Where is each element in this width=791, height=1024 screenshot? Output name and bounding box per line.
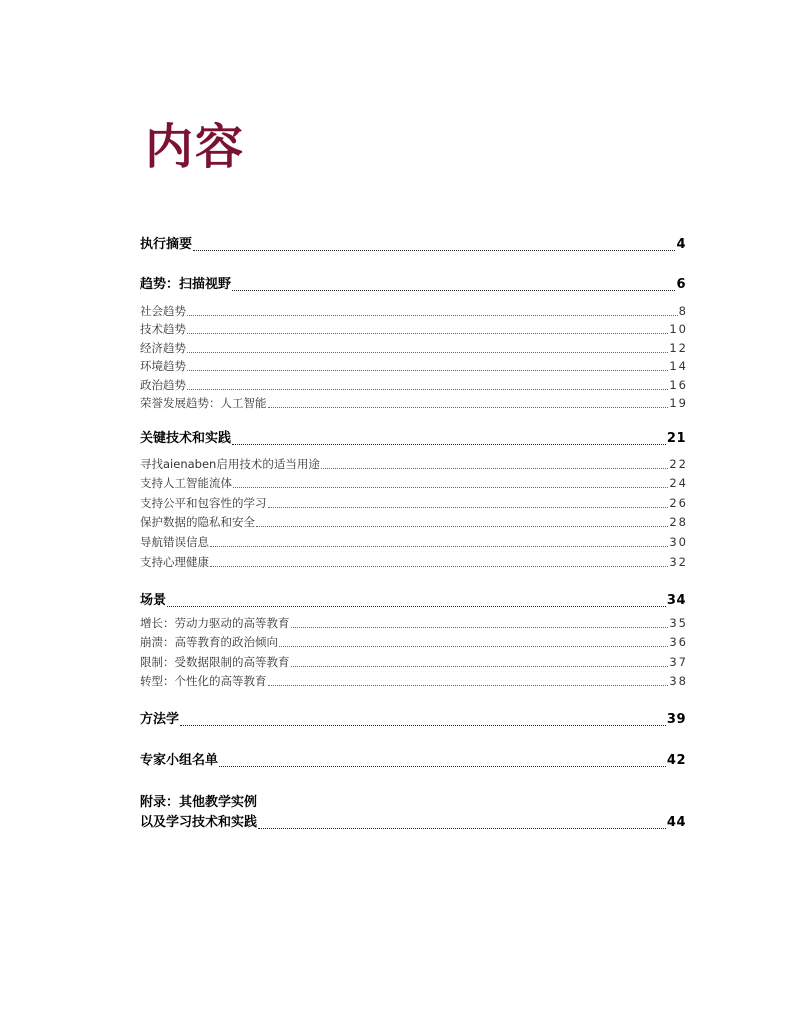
toc-entry-title: 支持公平和包容性的学习 xyxy=(140,496,267,510)
toc-entry-page: 26 xyxy=(669,496,688,510)
dot-leader xyxy=(279,645,668,647)
toc-entry-title: 保护数据的隐私和安全 xyxy=(140,515,255,529)
dot-leader xyxy=(233,486,668,488)
toc-entry-minor[interactable] xyxy=(140,475,686,491)
dot-leader xyxy=(167,605,666,607)
dot-leader xyxy=(268,406,669,408)
toc-entry-title: 场景 xyxy=(140,593,167,608)
toc-entry-minor[interactable] xyxy=(140,654,686,670)
toc-entry-minor[interactable] xyxy=(140,495,686,511)
toc-entry-page: 28 xyxy=(669,515,688,529)
toc-entry-title: 支持人工智能流体 xyxy=(140,476,232,490)
dot-leader xyxy=(180,724,666,726)
toc-entry-title: 趋势：扫描视野 xyxy=(140,277,232,292)
dot-leader xyxy=(187,332,668,334)
toc-entry-title: 技术趋势 xyxy=(140,322,186,336)
toc-entry-minor[interactable] xyxy=(140,514,686,530)
toc-entry-title-line1: 附录：其他教学实例 xyxy=(140,795,258,810)
toc-entry-page: 19 xyxy=(669,396,688,410)
dot-leader xyxy=(232,289,675,291)
toc-entry-page: 42 xyxy=(666,753,686,768)
dot-leader xyxy=(232,443,666,445)
toc-entry-page: 12 xyxy=(669,341,688,355)
toc-entry-page: 36 xyxy=(669,635,688,649)
toc-entry-page: 4 xyxy=(676,237,686,252)
toc-entry-title: 崩溃：高等教育的政治倾向 xyxy=(140,635,278,649)
dot-leader xyxy=(210,565,668,567)
dot-leader xyxy=(291,626,669,628)
toc-entry-major[interactable] xyxy=(140,430,686,448)
toc-entry-page: 37 xyxy=(669,655,688,669)
toc-entry-page: 8 xyxy=(678,304,688,318)
toc-entry-title: 方法学 xyxy=(140,712,180,727)
toc-entry-title: 专家小组名单 xyxy=(140,753,219,768)
toc-entry-title: 导航错误信息 xyxy=(140,535,209,549)
dot-leader xyxy=(258,827,666,829)
toc-entry-minor[interactable] xyxy=(140,673,686,689)
toc-entry-page: 16 xyxy=(669,378,688,392)
toc-entry-title: 寻找aienaben启用技术的适当用途 xyxy=(140,457,320,471)
toc-entry-major[interactable] xyxy=(140,236,686,254)
toc-entry-page: 6 xyxy=(676,277,686,292)
toc-entry-minor[interactable] xyxy=(140,340,686,356)
toc-entry-page: 30 xyxy=(669,535,688,549)
toc-entry-minor[interactable] xyxy=(140,303,686,319)
toc-entry-minor[interactable] xyxy=(140,395,686,411)
toc-entry-title: 荣誉发展趋势：人工智能 xyxy=(140,396,267,410)
toc-entry-minor[interactable] xyxy=(140,534,686,550)
toc-entry-minor[interactable] xyxy=(140,634,686,650)
toc-entry-line2 xyxy=(140,814,686,832)
page-title: 内容 xyxy=(145,119,246,175)
toc-entry-minor[interactable] xyxy=(140,377,686,393)
dot-leader xyxy=(187,314,678,316)
toc-entry-title: 转型：个性化的高等教育 xyxy=(140,674,267,688)
toc-entry-page: 38 xyxy=(669,674,688,688)
toc-entry-title: 环境趋势 xyxy=(140,359,186,373)
dot-leader xyxy=(321,467,669,469)
toc-entry-title: 执行摘要 xyxy=(140,237,193,252)
toc-entry-page: 22 xyxy=(669,457,688,471)
dot-leader xyxy=(187,351,668,353)
toc-entry-minor[interactable] xyxy=(140,615,686,631)
toc-entry-major[interactable] xyxy=(140,276,686,294)
toc-entry-page: 32 xyxy=(669,555,688,569)
toc-entry-page: 35 xyxy=(669,616,688,630)
dot-leader xyxy=(256,525,668,527)
toc-entry-title-line2: 以及学习技术和实践 xyxy=(140,815,258,830)
dot-leader xyxy=(219,765,666,767)
dot-leader xyxy=(210,545,668,547)
toc-entry-major[interactable] xyxy=(140,592,686,610)
toc-entry-page: 44 xyxy=(666,815,686,830)
dot-leader xyxy=(268,684,669,686)
toc-entry-minor[interactable] xyxy=(140,456,686,472)
toc-entry-page: 39 xyxy=(666,712,686,727)
toc-entry-page: 24 xyxy=(669,476,688,490)
toc-entry-major[interactable] xyxy=(140,711,686,729)
dot-leader xyxy=(268,506,669,508)
dot-leader xyxy=(291,665,669,667)
dot-leader xyxy=(187,369,668,371)
toc-entry-page: 14 xyxy=(669,359,688,373)
toc-entry-title: 支持心理健康 xyxy=(140,555,209,569)
toc-entry-page: 34 xyxy=(666,593,686,608)
toc-entry-minor[interactable] xyxy=(140,554,686,570)
toc-entry-title: 增长：劳动力驱动的高等教育 xyxy=(140,616,290,630)
toc-entry-title: 经济趋势 xyxy=(140,341,186,355)
toc-entry-minor[interactable] xyxy=(140,321,686,337)
toc-entry-minor[interactable] xyxy=(140,358,686,374)
toc-entry-title: 政治趋势 xyxy=(140,378,186,392)
toc-entry-major[interactable] xyxy=(140,752,686,770)
toc-entry-page: 21 xyxy=(666,431,686,446)
dot-leader xyxy=(187,388,668,390)
toc-entry-page: 10 xyxy=(669,322,688,336)
toc-entry-title: 限制：受数据限制的高等教育 xyxy=(140,655,290,669)
toc-entry-title: 社会趋势 xyxy=(140,304,186,318)
dot-leader xyxy=(193,249,675,251)
toc-entry-title: 关键技术和实践 xyxy=(140,431,232,446)
